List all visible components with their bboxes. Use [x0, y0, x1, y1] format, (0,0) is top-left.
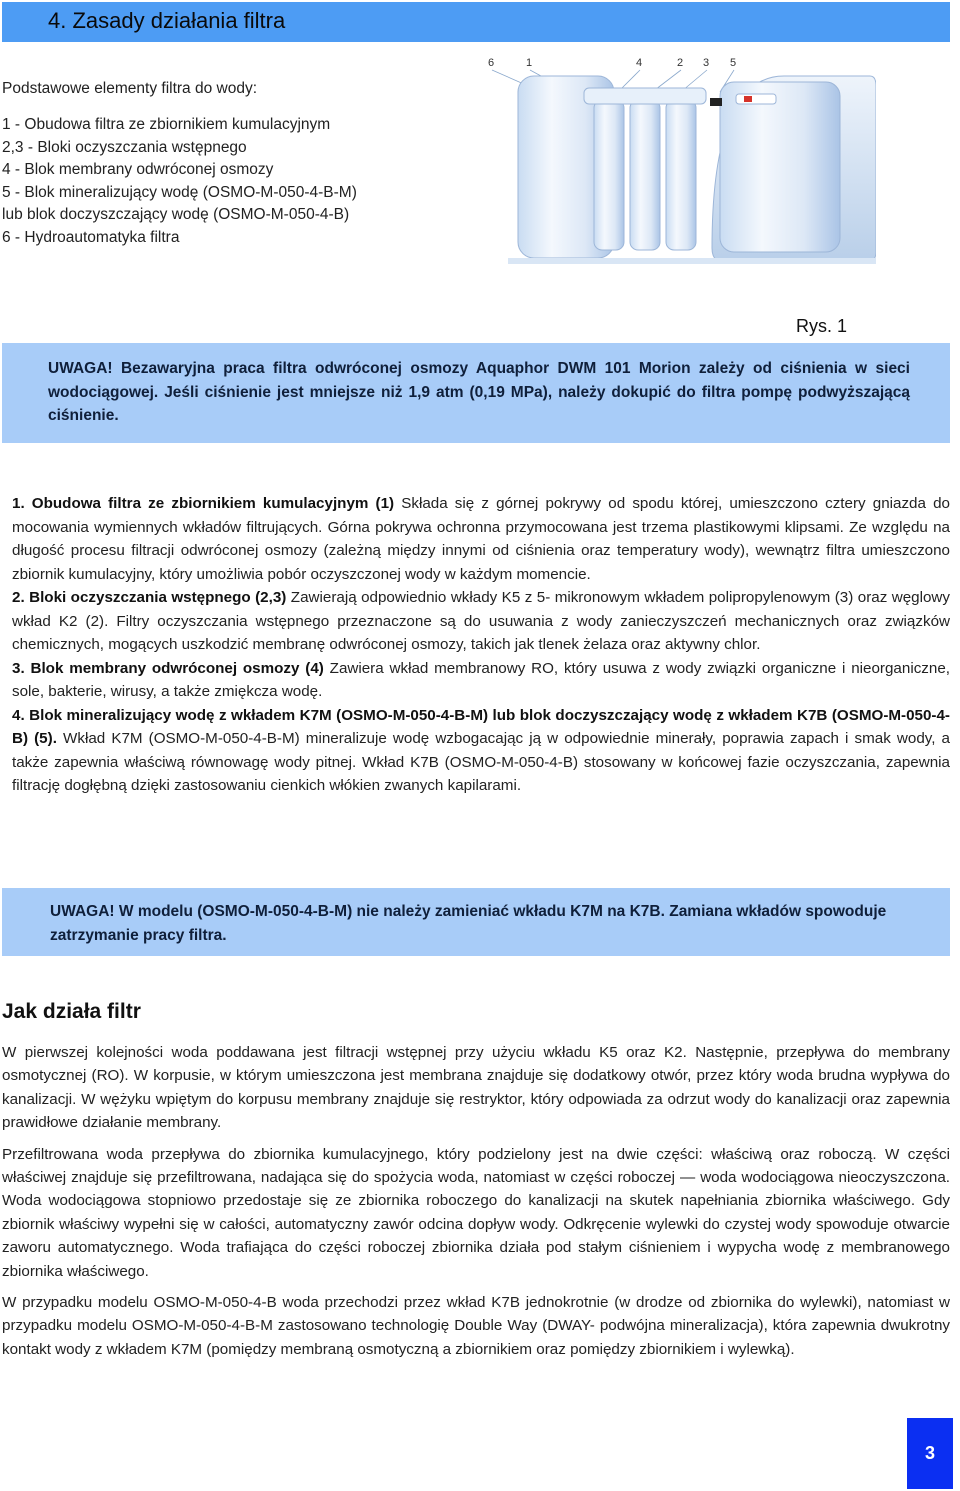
figure-label-1: 1 [526, 57, 533, 69]
section-heading: 1. Obudowa filtra ze zbiornikiem kumulacyjnym (1) [12, 495, 395, 512]
component-item: 1 - Obudowa filtra ze zbiornikiem kumulacyjnym [2, 116, 331, 133]
section-heading: 3. Blok membrany odwróconej osmozy (4) [12, 659, 324, 677]
paragraph: Przefiltrowana woda przepływa do zbiornika kumulacyjnego, który podzielony jest na dwie części: właściwą oraz roboczą. W części właściwej znajduje się przefiltrowana, nadająca się do spożycia woda, natomiast w części roboczej — woda wodociągowa nieoczyszczona. Woda wodociągowa stopniowo przedostaje się ze zbiornika roboczego do kanalizacji na skutek napełniania zbiornika właściwego. Gdy zbiornik właściwy wypełni się w całości, automatyczny zawór odcina dopływ wody. Odkręcenie wylewki do czystej wody spowoduje otwarcie zaworu automatycznego. Woda trafiająca do części roboczej zbiornika działa pod stałym ciśnieniem i wypycha wodę z membranowego zbiornika właściwego. [2, 1145, 950, 1280]
figure-label-2: 2 [677, 57, 684, 69]
filter-cartridge [594, 100, 624, 250]
component-item: 6 - Hydroautomatyka filtra [2, 228, 180, 246]
figure-label-3: 3 [703, 57, 710, 69]
paragraph: W przypadku modelu OSMO-M-050-4-B woda przechodzi przez wkład K7B jednokrotnie (w drodze od zbiornika do wylewki), natomiast w przypadku modelu OSMO-M-050-4-B-M zastosowano technologię Double Way (DWAY- podwójna mineralizacja), która zapewnia dwukrotny kontakt wody z wkładem K7M (pomiędzy membraną osmotyczną a zbiornikiem oraz pomiędzy zbiornikiem i wylewką). [2, 1294, 950, 1358]
section-3 [12, 657, 950, 704]
section-heading: 2. Bloki oczyszczania wstępnego (2,3) [12, 589, 287, 606]
figure-label-6: 6 [488, 57, 495, 69]
section-text: Zawiera wkład membranowy RO, który usuwa z wody związki organiczne i nieorganiczne, sole, bakterie, wirusy, a także zmiękcza wodę. [12, 659, 950, 700]
component-item: lub blok doczyszczający wodę (OSMO-M-050-4-B) [2, 206, 350, 223]
section-text: Zawierają odpowiednio wkłady K5 z 5- mikronowym wkładem polipropylenowym (3) oraz węglowy wkład K2 (2). Filtry oczyszczania wstępnego przeznaczone są do usuwania z wody zanieczyszczeń mechanicznych oraz związków chemicznych, mogących uszkodzić membranę odwróconej osmozy, takich jak tlenek żelaza oraz aktywny chlor. [12, 589, 950, 653]
model-warning: UWAGA! W modelu (OSMO-M-050-4-B-M) nie należy zamieniać wkładu K7M na K7B. Zamiana wkładów spowoduje zatrzymanie pracy filtra. [2, 888, 950, 956]
page-number: 3 [907, 1418, 953, 1489]
how-it-works-title: Jak działa filtr [2, 1000, 141, 1023]
filter-illustration [484, 52, 876, 267]
filter-cartridge [630, 100, 660, 250]
component-item: 5 - Blok mineralizujący wodę (OSMO-M-050-4-B-M) [2, 183, 357, 201]
section-title: 4. Zasady działania filtra [48, 8, 286, 33]
how-it-works-body [2, 1041, 950, 1369]
components-lead: Podstawowe elementy filtra do wody: [2, 80, 258, 97]
figure-caption: Rys. 1 [796, 316, 848, 336]
component-item: 4 - Blok membrany odwróconej osmozy [2, 161, 274, 178]
paragraph: W pierwszej kolejności woda poddawana jest filtracji wstępnej przy użyciu wkładu K5 oraz K2. Następnie, przepływa do membrany osmotycznej (RO). W korpusie, w którym umieszczona jest membrana znajduje się dodatkowy otwór, przez który woda brudna wypływa do kanalizacji. W wężyku wpiętym do korpusu membrany znajduje się restryktor, który odpowiada za odrzut wody do kanalizacji oraz zapewnia prawidłowe działanie membrany. [2, 1044, 950, 1132]
section-4 [12, 704, 950, 798]
figure-label-5: 5 [730, 57, 737, 69]
figure-label-4: 4 [636, 57, 643, 69]
section-1 [12, 492, 950, 586]
component-item: 2,3 - Bloki oczyszczania wstępnego [2, 138, 247, 156]
filter-top-cover [584, 88, 706, 104]
pressure-warning: UWAGA! Bezawaryjna praca filtra odwróconej osmozy Aquaphor DWM 101 Morion zależy od ciśnienia w sieci wodociągowej. Jeśli ciśnienie jest mniejsze niż 1,9 atm (0,19 MPa), należy dokupić do filtra pompę podwyższającą ciśnienie. [2, 343, 950, 443]
section-header-banner [2, 2, 950, 42]
filter-housing-right [720, 82, 840, 252]
section-heading: 4. Blok mineralizujący wodę z wkładem K7M (OSMO-M-050-4-B-M) lub blok doczyszczający wodę z wkładem K7B (OSMO-M-050-4-B) (5). [12, 706, 950, 747]
filter-cartridge [666, 100, 696, 250]
section-2 [12, 586, 950, 657]
section-text: Wkład K7M (OSMO-M-050-4-B-M) mineralizuje wodę wzbogacając ją w odpowiednie minerały, poprawia zapach i smak wody, a także zapewnia właściwą równowagę wody pitnej. Wkład K7B (OSMO-M-050-4-B) stosowany w końcowej fazie oczyszczania, zapewnia filtrację dogłębną dzięki zastosowaniu cienkich włókien zwanych kapilarami. [12, 730, 950, 794]
section-text: Składa się z górnej pokrywy od spodu której, umieszczono cztery gniazda do mocowania wymiennych wkładów filtrujących. Górna pokrywa ochronna przymocowana jest trzema plastikowymi klipsami. Ze względu na długość procesu filtracji odwróconej osmozy (zależną między innymi od ciśnienia oraz temperatury wody), wewnątrz filtra umieszczono zbiornik kumulacyjny, który umożliwia pobór oczyszczonej wody w każdym momencie. [12, 495, 950, 583]
component-descriptions [12, 492, 950, 798]
components-list [2, 80, 462, 249]
